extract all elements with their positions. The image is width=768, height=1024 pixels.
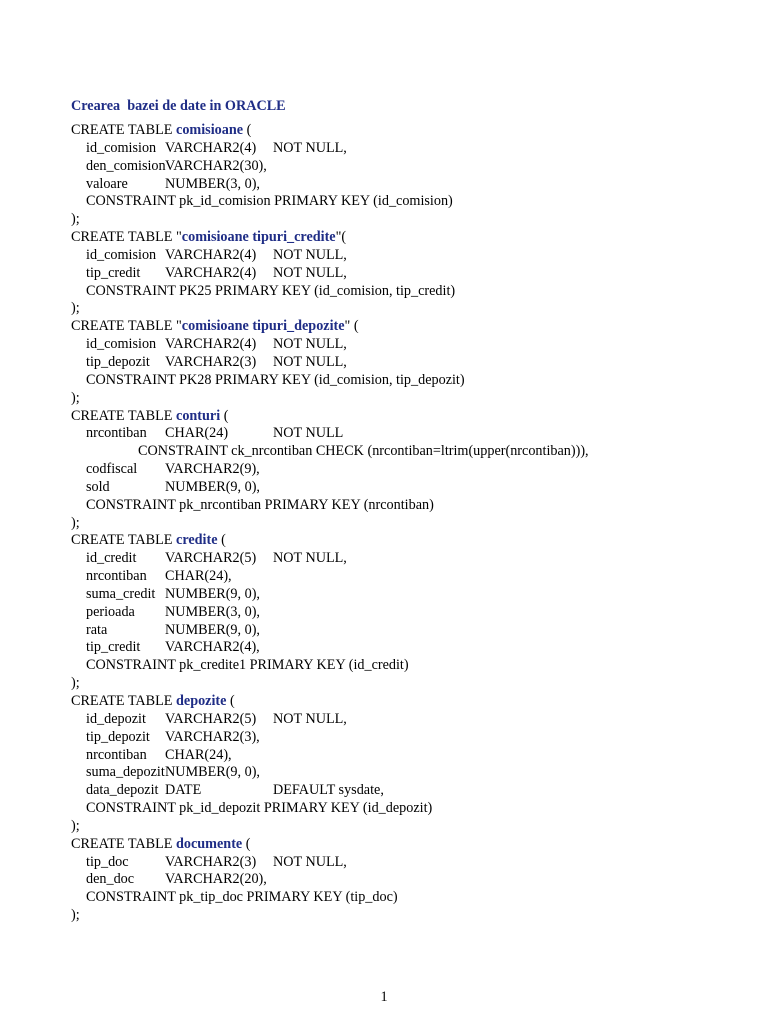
constraint-text: CONSTRAINT ck_nrcontiban CHECK (nrcontiban=ltrim(upper(nrcontiban))), — [138, 443, 589, 460]
column-type: CHAR(24), — [165, 568, 232, 585]
column-definition-line — [71, 639, 761, 657]
create-table-keyword: CREATE TABLE — [71, 693, 177, 709]
column-type: NUMBER(9, 0), — [165, 621, 260, 638]
create-table-keyword: CREATE TABLE — [71, 122, 177, 138]
constraint-text: CONSTRAINT pk_tip_doc PRIMARY KEY (tip_doc) — [86, 889, 398, 906]
constraint-text: CONSTRAINT pk_id_depozit PRIMARY KEY (id_depozit) — [86, 800, 433, 817]
column-type: VARCHAR2(4) — [165, 264, 257, 281]
open-paren: ( — [226, 693, 235, 709]
constraint-line — [71, 193, 761, 211]
column-name: sold — [86, 478, 110, 495]
column-type: NUMBER(9, 0), — [165, 478, 260, 495]
column-constraint: DEFAULT sysdate, — [273, 782, 384, 799]
column-definition-line — [71, 176, 761, 194]
column-name: nrcontiban — [86, 746, 147, 763]
column-definition-line — [71, 854, 761, 872]
column-definition-line — [71, 265, 761, 283]
column-type: VARCHAR2(3) — [165, 853, 257, 870]
column-name: tip_doc — [86, 853, 129, 870]
column-name: data_depozit — [86, 782, 159, 799]
column-type: NUMBER(3, 0), — [165, 175, 260, 192]
column-type: VARCHAR2(9), — [165, 461, 260, 478]
column-constraint: NOT NULL, — [273, 336, 347, 353]
column-definition-line — [71, 711, 761, 729]
page-number: 1 — [380, 989, 388, 1005]
table-name: comisioane — [176, 122, 244, 138]
column-name: nrcontiban — [86, 425, 147, 442]
column-type: VARCHAR2(4) — [165, 246, 257, 263]
column-type: NUMBER(9, 0), — [165, 764, 260, 781]
column-definition-line — [71, 158, 761, 176]
create-table-keyword: CREATE TABLE " — [71, 318, 182, 335]
column-name: tip_depozit — [86, 353, 150, 370]
constraint-line — [71, 443, 761, 461]
column-type: VARCHAR2(4), — [165, 639, 260, 656]
open-paren: ( — [217, 532, 226, 549]
column-name: valoare — [86, 175, 128, 192]
column-definition-line — [71, 764, 761, 782]
column-definition-line — [71, 568, 761, 586]
close-paren-line: ); — [71, 907, 80, 924]
column-type: VARCHAR2(20), — [165, 871, 267, 888]
column-name: codfiscal — [86, 461, 138, 478]
column-definition-line — [71, 140, 761, 158]
column-definition-line — [71, 354, 761, 372]
create-table-keyword: CREATE TABLE — [71, 407, 177, 424]
constraint-line — [71, 800, 761, 818]
column-name: tip_depozit — [86, 728, 150, 745]
constraint-text: CONSTRAINT pk_nrcontiban PRIMARY KEY (nrcontiban) — [86, 496, 434, 513]
constraint-line — [71, 497, 761, 515]
create-table-line — [71, 122, 761, 140]
constraint-text: CONSTRAINT PK28 PRIMARY KEY (id_comision, tip_depozit) — [86, 371, 465, 388]
column-name: id_comision — [86, 139, 157, 156]
column-type: CHAR(24), — [165, 746, 232, 763]
column-type: VARCHAR2(3), — [165, 728, 260, 745]
column-definition-line — [71, 604, 761, 622]
column-definition-line — [71, 479, 761, 497]
column-constraint: NOT NULL, — [273, 264, 347, 281]
close-paren-line: ); — [71, 300, 80, 317]
column-name: rata — [86, 621, 108, 638]
open-paren: ( — [220, 407, 229, 424]
column-constraint: NOT NULL, — [273, 853, 347, 870]
sql-code-block — [71, 122, 761, 925]
open-paren: " ( — [344, 318, 359, 335]
column-definition-line — [71, 247, 761, 265]
create-table-keyword: CREATE TABLE — [71, 532, 177, 549]
column-name: den_doc — [86, 871, 135, 888]
table-name: comisioane tipuri_credite — [181, 229, 336, 246]
column-name: suma_depozit — [86, 764, 165, 781]
column-constraint: NOT NULL, — [273, 139, 347, 156]
column-type: VARCHAR2(4) — [165, 336, 257, 353]
column-constraint: NOT NULL — [273, 425, 344, 442]
column-definition-line — [71, 461, 761, 479]
column-definition-line — [71, 782, 761, 800]
column-name: id_comision — [86, 336, 157, 353]
constraint-line — [71, 889, 761, 907]
open-paren: ( — [242, 835, 251, 852]
column-type: VARCHAR2(5) — [165, 710, 257, 727]
constraint-text: CONSTRAINT pk_credite1 PRIMARY KEY (id_credit) — [86, 657, 409, 674]
column-definition-line — [71, 729, 761, 747]
column-definition-line — [71, 747, 761, 765]
table-name: conturi — [176, 407, 221, 424]
close-paren-line: ); — [71, 817, 80, 834]
constraint-line — [71, 657, 761, 675]
table-name: documente — [176, 835, 243, 852]
create-table-line — [71, 836, 761, 854]
column-type: VARCHAR2(30), — [165, 157, 267, 174]
close-paren-line: ); — [71, 675, 80, 692]
create-table-line — [71, 693, 761, 711]
constraint-line — [71, 372, 761, 390]
column-constraint: NOT NULL, — [273, 246, 347, 263]
constraint-line — [71, 283, 761, 301]
column-definition-line — [71, 425, 761, 443]
column-type: NUMBER(3, 0), — [165, 603, 260, 620]
column-constraint: NOT NULL, — [273, 710, 347, 727]
create-table-line — [71, 532, 761, 550]
column-type: VARCHAR2(5) — [165, 550, 257, 567]
create-table-line — [71, 408, 761, 426]
column-name: tip_credit — [86, 639, 141, 656]
column-definition-line — [71, 550, 761, 568]
open-paren: "( — [335, 229, 347, 246]
constraint-text: CONSTRAINT PK25 PRIMARY KEY (id_comision, tip_credit) — [86, 282, 456, 299]
column-definition-line — [71, 336, 761, 354]
column-type: CHAR(24) — [165, 425, 229, 442]
table-name: comisioane tipuri_depozite — [181, 318, 345, 335]
create-table-keyword: CREATE TABLE " — [71, 229, 182, 246]
document-heading: Crearea bazei de date in ORACLE — [71, 98, 286, 114]
create-table-line — [71, 318, 761, 336]
column-type: VARCHAR2(4) — [165, 139, 257, 156]
column-type: DATE — [165, 782, 202, 799]
column-constraint: NOT NULL, — [273, 353, 347, 370]
column-name: perioada — [86, 603, 135, 620]
open-paren: ( — [243, 122, 252, 138]
close-paren-line: ); — [71, 514, 80, 531]
column-name: den_comision — [86, 157, 166, 174]
create-table-keyword: CREATE TABLE — [71, 835, 177, 852]
column-name: nrcontiban — [86, 568, 147, 585]
column-name: id_depozit — [86, 710, 146, 727]
column-definition-line — [71, 871, 761, 889]
column-definition-line — [71, 586, 761, 604]
column-definition-line — [71, 622, 761, 640]
column-constraint: NOT NULL, — [273, 550, 347, 567]
column-name: suma_credit — [86, 585, 156, 602]
column-name: id_credit — [86, 550, 137, 567]
constraint-text: CONSTRAINT pk_id_comision PRIMARY KEY (id_comision) — [86, 193, 453, 210]
close-paren-line: ); — [71, 211, 80, 228]
column-name: id_comision — [86, 246, 157, 263]
create-table-line — [71, 229, 761, 247]
column-name: tip_credit — [86, 264, 141, 281]
column-type: NUMBER(9, 0), — [165, 585, 260, 602]
table-name: depozite — [176, 693, 227, 709]
column-type: VARCHAR2(3) — [165, 353, 257, 370]
close-paren-line: ); — [71, 389, 80, 406]
table-name: credite — [176, 532, 218, 549]
